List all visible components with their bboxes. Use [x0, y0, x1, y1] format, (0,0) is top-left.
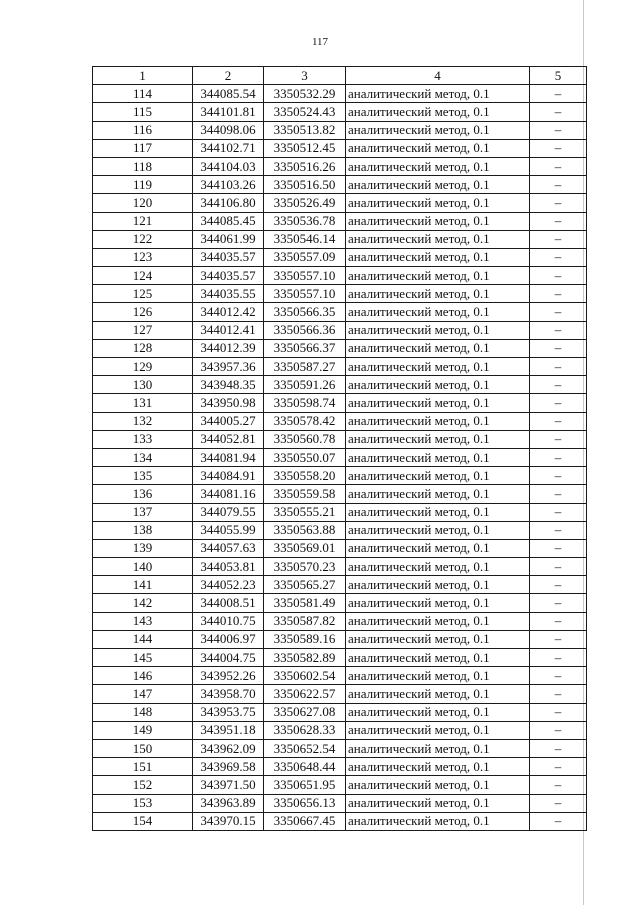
x-coordinate-cell: 344081.94	[193, 448, 264, 466]
y-coordinate-cell: 3350563.88	[264, 521, 346, 539]
method-cell: аналитический метод, 0.1	[346, 539, 530, 557]
point-number-cell: 140	[93, 558, 193, 576]
y-coordinate-cell: 3350602.54	[264, 667, 346, 685]
note-cell: –	[530, 612, 587, 630]
note-cell: –	[530, 539, 587, 557]
method-cell: аналитический метод, 0.1	[346, 212, 530, 230]
method-cell: аналитический метод, 0.1	[346, 157, 530, 175]
point-number-cell: 137	[93, 503, 193, 521]
table-body	[93, 85, 587, 831]
point-number-cell: 117	[93, 139, 193, 157]
note-cell: –	[530, 758, 587, 776]
note-cell: –	[530, 794, 587, 812]
x-coordinate-cell: 343970.15	[193, 812, 264, 830]
x-coordinate-cell: 344081.16	[193, 485, 264, 503]
point-number-cell: 134	[93, 448, 193, 466]
y-coordinate-cell: 3350546.14	[264, 230, 346, 248]
method-cell: аналитический метод, 0.1	[346, 812, 530, 830]
table-header	[93, 67, 587, 85]
note-cell: –	[530, 248, 587, 266]
header-cell-y: 3	[264, 67, 346, 85]
y-coordinate-cell: 3350526.49	[264, 194, 346, 212]
table-row	[93, 649, 587, 667]
note-cell: –	[530, 521, 587, 539]
x-coordinate-cell: 343952.26	[193, 667, 264, 685]
method-cell: аналитический метод, 0.1	[346, 594, 530, 612]
table-row	[93, 721, 587, 739]
x-coordinate-cell: 344101.81	[193, 103, 264, 121]
header-row	[93, 67, 587, 85]
note-cell: –	[530, 303, 587, 321]
point-number-cell: 153	[93, 794, 193, 812]
y-coordinate-cell: 3350565.27	[264, 576, 346, 594]
note-cell: –	[530, 721, 587, 739]
table-row	[93, 539, 587, 557]
point-number-cell: 119	[93, 176, 193, 194]
point-number-cell: 120	[93, 194, 193, 212]
method-cell: аналитический метод, 0.1	[346, 667, 530, 685]
y-coordinate-cell: 3350627.08	[264, 703, 346, 721]
note-cell: –	[530, 212, 587, 230]
point-number-cell: 121	[93, 212, 193, 230]
x-coordinate-cell: 344052.81	[193, 430, 264, 448]
note-cell: –	[530, 412, 587, 430]
method-cell: аналитический метод, 0.1	[346, 503, 530, 521]
method-cell: аналитический метод, 0.1	[346, 339, 530, 357]
point-number-cell: 146	[93, 667, 193, 685]
table-row	[93, 103, 587, 121]
method-cell: аналитический метод, 0.1	[346, 285, 530, 303]
point-number-cell: 123	[93, 248, 193, 266]
table-row	[93, 667, 587, 685]
method-cell: аналитический метод, 0.1	[346, 649, 530, 667]
x-coordinate-cell: 344084.91	[193, 467, 264, 485]
y-coordinate-cell: 3350591.26	[264, 376, 346, 394]
method-cell: аналитический метод, 0.1	[346, 358, 530, 376]
x-coordinate-cell: 343953.75	[193, 703, 264, 721]
note-cell: –	[530, 85, 587, 103]
y-coordinate-cell: 3350566.35	[264, 303, 346, 321]
note-cell: –	[530, 321, 587, 339]
table-row	[93, 121, 587, 139]
note-cell: –	[530, 558, 587, 576]
y-coordinate-cell: 3350558.20	[264, 467, 346, 485]
x-coordinate-cell: 343951.18	[193, 721, 264, 739]
x-coordinate-cell: 344010.75	[193, 612, 264, 630]
point-number-cell: 141	[93, 576, 193, 594]
method-cell: аналитический метод, 0.1	[346, 794, 530, 812]
note-cell: –	[530, 685, 587, 703]
method-cell: аналитический метод, 0.1	[346, 685, 530, 703]
table-row	[93, 576, 587, 594]
y-coordinate-cell: 3350651.95	[264, 776, 346, 794]
note-cell: –	[530, 376, 587, 394]
note-cell: –	[530, 339, 587, 357]
y-coordinate-cell: 3350560.78	[264, 430, 346, 448]
y-coordinate-cell: 3350667.45	[264, 812, 346, 830]
method-cell: аналитический метод, 0.1	[346, 739, 530, 757]
note-cell: –	[530, 630, 587, 648]
x-coordinate-cell: 344012.41	[193, 321, 264, 339]
note-cell: –	[530, 667, 587, 685]
method-cell: аналитический метод, 0.1	[346, 303, 530, 321]
y-coordinate-cell: 3350598.74	[264, 394, 346, 412]
x-coordinate-cell: 344106.80	[193, 194, 264, 212]
point-number-cell: 125	[93, 285, 193, 303]
y-coordinate-cell: 3350566.37	[264, 339, 346, 357]
point-number-cell: 114	[93, 85, 193, 103]
x-coordinate-cell: 343962.09	[193, 739, 264, 757]
x-coordinate-cell: 344103.26	[193, 176, 264, 194]
x-coordinate-cell: 344052.23	[193, 576, 264, 594]
x-coordinate-cell: 343950.98	[193, 394, 264, 412]
note-cell: –	[530, 267, 587, 285]
point-number-cell: 147	[93, 685, 193, 703]
point-number-cell: 132	[93, 412, 193, 430]
table-row	[93, 503, 587, 521]
table-row	[93, 776, 587, 794]
table-row	[93, 194, 587, 212]
point-number-cell: 133	[93, 430, 193, 448]
method-cell: аналитический метод, 0.1	[346, 230, 530, 248]
header-cell-note: 5	[530, 67, 587, 85]
note-cell: –	[530, 103, 587, 121]
method-cell: аналитический метод, 0.1	[346, 430, 530, 448]
point-number-cell: 126	[93, 303, 193, 321]
note-cell: –	[530, 576, 587, 594]
point-number-cell: 127	[93, 321, 193, 339]
method-cell: аналитический метод, 0.1	[346, 576, 530, 594]
note-cell: –	[530, 776, 587, 794]
note-cell: –	[530, 812, 587, 830]
method-cell: аналитический метод, 0.1	[346, 521, 530, 539]
method-cell: аналитический метод, 0.1	[346, 485, 530, 503]
y-coordinate-cell: 3350581.49	[264, 594, 346, 612]
y-coordinate-cell: 3350524.43	[264, 103, 346, 121]
y-coordinate-cell: 3350582.89	[264, 649, 346, 667]
note-cell: –	[530, 394, 587, 412]
table-row	[93, 467, 587, 485]
point-number-cell: 135	[93, 467, 193, 485]
method-cell: аналитический метод, 0.1	[346, 758, 530, 776]
point-number-cell: 115	[93, 103, 193, 121]
method-cell: аналитический метод, 0.1	[346, 448, 530, 466]
note-cell: –	[530, 467, 587, 485]
x-coordinate-cell: 344035.55	[193, 285, 264, 303]
y-coordinate-cell: 3350550.07	[264, 448, 346, 466]
y-coordinate-cell: 3350532.29	[264, 85, 346, 103]
note-cell: –	[530, 485, 587, 503]
table-row	[93, 448, 587, 466]
y-coordinate-cell: 3350578.42	[264, 412, 346, 430]
note-cell: –	[530, 194, 587, 212]
point-number-cell: 136	[93, 485, 193, 503]
method-cell: аналитический метод, 0.1	[346, 394, 530, 412]
note-cell: –	[530, 649, 587, 667]
note-cell: –	[530, 739, 587, 757]
table-row	[93, 267, 587, 285]
point-number-cell: 139	[93, 539, 193, 557]
note-cell: –	[530, 448, 587, 466]
table-row	[93, 248, 587, 266]
y-coordinate-cell: 3350555.21	[264, 503, 346, 521]
point-number-cell: 128	[93, 339, 193, 357]
table-row	[93, 594, 587, 612]
table-row	[93, 558, 587, 576]
method-cell: аналитический метод, 0.1	[346, 376, 530, 394]
table-row	[93, 794, 587, 812]
table-row	[93, 485, 587, 503]
x-coordinate-cell: 344061.99	[193, 230, 264, 248]
point-number-cell: 116	[93, 121, 193, 139]
y-coordinate-cell: 3350557.10	[264, 267, 346, 285]
y-coordinate-cell: 3350652.54	[264, 739, 346, 757]
table-row	[93, 157, 587, 175]
method-cell: аналитический метод, 0.1	[346, 321, 530, 339]
table-row	[93, 139, 587, 157]
table-row	[93, 703, 587, 721]
method-cell: аналитический метод, 0.1	[346, 85, 530, 103]
y-coordinate-cell: 3350557.09	[264, 248, 346, 266]
table-row	[93, 630, 587, 648]
table-row	[93, 176, 587, 194]
point-number-cell: 122	[93, 230, 193, 248]
y-coordinate-cell: 3350566.36	[264, 321, 346, 339]
table-row	[93, 521, 587, 539]
header-cell-method: 4	[346, 67, 530, 85]
method-cell: аналитический метод, 0.1	[346, 612, 530, 630]
x-coordinate-cell: 343963.89	[193, 794, 264, 812]
point-number-cell: 143	[93, 612, 193, 630]
note-cell: –	[530, 157, 587, 175]
method-cell: аналитический метод, 0.1	[346, 630, 530, 648]
table-row	[93, 412, 587, 430]
method-cell: аналитический метод, 0.1	[346, 176, 530, 194]
point-number-cell: 142	[93, 594, 193, 612]
page-number: 117	[311, 36, 329, 48]
x-coordinate-cell: 344053.81	[193, 558, 264, 576]
coordinates-table	[92, 66, 587, 831]
point-number-cell: 148	[93, 703, 193, 721]
table-row	[93, 212, 587, 230]
x-coordinate-cell: 343957.36	[193, 358, 264, 376]
note-cell: –	[530, 594, 587, 612]
y-coordinate-cell: 3350656.13	[264, 794, 346, 812]
note-cell: –	[530, 430, 587, 448]
y-coordinate-cell: 3350622.57	[264, 685, 346, 703]
method-cell: аналитический метод, 0.1	[346, 703, 530, 721]
y-coordinate-cell: 3350628.33	[264, 721, 346, 739]
method-cell: аналитический метод, 0.1	[346, 103, 530, 121]
table-row	[93, 303, 587, 321]
table-row	[93, 321, 587, 339]
method-cell: аналитический метод, 0.1	[346, 121, 530, 139]
point-number-cell: 124	[93, 267, 193, 285]
point-number-cell: 131	[93, 394, 193, 412]
table-row	[93, 376, 587, 394]
x-coordinate-cell: 344098.06	[193, 121, 264, 139]
point-number-cell: 150	[93, 739, 193, 757]
table-row	[93, 758, 587, 776]
x-coordinate-cell: 344085.45	[193, 212, 264, 230]
point-number-cell: 118	[93, 157, 193, 175]
method-cell: аналитический метод, 0.1	[346, 558, 530, 576]
table-row	[93, 339, 587, 357]
y-coordinate-cell: 3350589.16	[264, 630, 346, 648]
method-cell: аналитический метод, 0.1	[346, 467, 530, 485]
method-cell: аналитический метод, 0.1	[346, 267, 530, 285]
note-cell: –	[530, 121, 587, 139]
point-number-cell: 149	[93, 721, 193, 739]
point-number-cell: 154	[93, 812, 193, 830]
table-row	[93, 230, 587, 248]
x-coordinate-cell: 343948.35	[193, 376, 264, 394]
table-row	[93, 285, 587, 303]
note-cell: –	[530, 176, 587, 194]
note-cell: –	[530, 503, 587, 521]
note-cell: –	[530, 285, 587, 303]
note-cell: –	[530, 358, 587, 376]
method-cell: аналитический метод, 0.1	[346, 194, 530, 212]
y-coordinate-cell: 3350557.10	[264, 285, 346, 303]
point-number-cell: 144	[93, 630, 193, 648]
y-coordinate-cell: 3350569.01	[264, 539, 346, 557]
header-cell-x: 2	[193, 67, 264, 85]
method-cell: аналитический метод, 0.1	[346, 139, 530, 157]
x-coordinate-cell: 344008.51	[193, 594, 264, 612]
point-number-cell: 138	[93, 521, 193, 539]
table-row	[93, 430, 587, 448]
x-coordinate-cell: 343958.70	[193, 685, 264, 703]
table-row	[93, 612, 587, 630]
x-coordinate-cell: 343971.50	[193, 776, 264, 794]
header-cell-point-number: 1	[93, 67, 193, 85]
x-coordinate-cell: 344102.71	[193, 139, 264, 157]
point-number-cell: 145	[93, 649, 193, 667]
y-coordinate-cell: 3350587.27	[264, 358, 346, 376]
table-row	[93, 394, 587, 412]
x-coordinate-cell: 344085.54	[193, 85, 264, 103]
point-number-cell: 152	[93, 776, 193, 794]
note-cell: –	[530, 139, 587, 157]
method-cell: аналитический метод, 0.1	[346, 776, 530, 794]
method-cell: аналитический метод, 0.1	[346, 412, 530, 430]
y-coordinate-cell: 3350570.23	[264, 558, 346, 576]
point-number-cell: 130	[93, 376, 193, 394]
table-row	[93, 685, 587, 703]
x-coordinate-cell: 344006.97	[193, 630, 264, 648]
x-coordinate-cell: 344004.75	[193, 649, 264, 667]
x-coordinate-cell: 344012.42	[193, 303, 264, 321]
x-coordinate-cell: 344005.27	[193, 412, 264, 430]
x-coordinate-cell: 343969.58	[193, 758, 264, 776]
x-coordinate-cell: 344035.57	[193, 267, 264, 285]
note-cell: –	[530, 703, 587, 721]
table-row	[93, 358, 587, 376]
x-coordinate-cell: 344035.57	[193, 248, 264, 266]
y-coordinate-cell: 3350587.82	[264, 612, 346, 630]
point-number-cell: 151	[93, 758, 193, 776]
y-coordinate-cell: 3350559.58	[264, 485, 346, 503]
y-coordinate-cell: 3350536.78	[264, 212, 346, 230]
y-coordinate-cell: 3350516.26	[264, 157, 346, 175]
table-row	[93, 739, 587, 757]
table-row	[93, 85, 587, 103]
method-cell: аналитический метод, 0.1	[346, 721, 530, 739]
x-coordinate-cell: 344012.39	[193, 339, 264, 357]
x-coordinate-cell: 344055.99	[193, 521, 264, 539]
method-cell: аналитический метод, 0.1	[346, 248, 530, 266]
y-coordinate-cell: 3350516.50	[264, 176, 346, 194]
y-coordinate-cell: 3350513.82	[264, 121, 346, 139]
point-number-cell: 129	[93, 358, 193, 376]
x-coordinate-cell: 344057.63	[193, 539, 264, 557]
note-cell: –	[530, 230, 587, 248]
y-coordinate-cell: 3350648.44	[264, 758, 346, 776]
x-coordinate-cell: 344104.03	[193, 157, 264, 175]
table-row	[93, 812, 587, 830]
y-coordinate-cell: 3350512.45	[264, 139, 346, 157]
x-coordinate-cell: 344079.55	[193, 503, 264, 521]
